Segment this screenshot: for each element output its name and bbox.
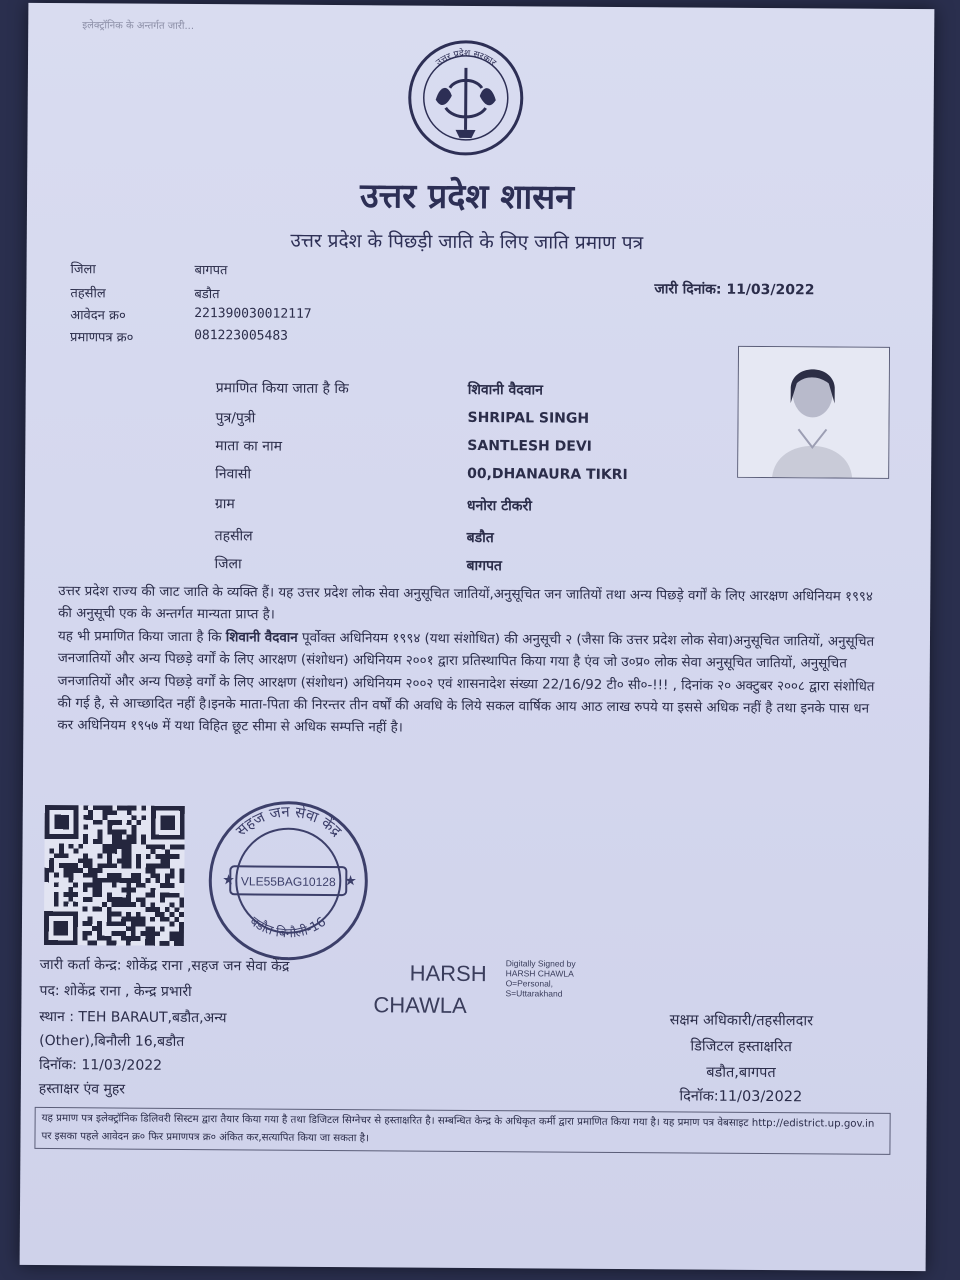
sign-and-seal-label: हस्ताक्षर एंव मुहर (38, 1080, 126, 1098)
seal-center-text: VLE55BAG10128 (240, 874, 336, 890)
seal-top-text: सहज जन सेवा केंद्र (232, 802, 346, 841)
dsig-line: O=Personal, (505, 978, 554, 989)
detail-value-resident: 00,DHANAURA TIKRI (467, 465, 628, 484)
seal-bottom-text: बडौत बिनौली-16 (246, 914, 330, 942)
applicant-photo (737, 346, 890, 479)
svg-text:सहज जन सेवा केंद्र (232, 802, 346, 841)
paragraph-creamy-layer (57, 626, 888, 744)
signer-last-name: CHAWLA (373, 992, 467, 1018)
meta-label-tehsil: तहसील (70, 286, 106, 302)
meta-value-certificate-no: 081223005483 (194, 328, 289, 344)
detail-label-resident: निवासी (215, 466, 252, 483)
dsig-line: Digitally Signed by (505, 958, 576, 969)
paragraph-rest: पूर्वोक्त अधिनियम १९९४ (यथा संशोधित) की अनुसूची २ (जैसा कि उत्तर प्रदेश लोक सेवा)अनुसूचित जातियों, अनुसूचित जनजातियों और अन्य पिछड़े वर्गों के लिए आरक्षण (संशोधन) अधिनियम २००१ द्वारा प्रतिस्थापित किया गया है एंव जो उ०प्र० लोक सेवा अनुसूचित जातियों, अनुसूचित जनजातियों और अन्य पिछड़े वर्गों के लिए आरक्षण (संशोधन) अधिनियम २००२ एवं शासनादेश संख्या 22/16/92 टी० सी०-!!! , दिनांक २० अक्टुबर २००८ द्वारा संशोधित की गई है, से आच्छादित नहीं है।इनके माता-पिता की निरन्तर तीन वर्षों की अवधि के लिये सकल वार्षिक आय आठ लाख रुपये या इससे अधिक नहीं है तथा इनके पास धन कर अधिनियम १९५७ में यथा विहित छूट सीमा से अधिक सम्पत्ति नहीं है। (57, 630, 875, 736)
top-note: इलेक्ट्रॉनिक के अन्तर्गत जारी... (82, 20, 195, 33)
signer-name (373, 957, 486, 1022)
certificate-body (57, 581, 888, 744)
dsig-line: HARSH CHAWLA (505, 968, 574, 979)
certificate-paper (20, 3, 935, 1271)
detail-value-father: SHRIPAL SINGH (467, 409, 590, 427)
paragraph-name: शिवानी वैदवान (225, 630, 298, 646)
detail-value-tehsil: बडौत (466, 529, 494, 547)
authority-date: दिनॉक:11/03/2022 (679, 1088, 803, 1106)
signer-first-name: HARSH (409, 960, 487, 987)
issuer-post: पद: शोकेंद्र राना , केन्द्र प्रभारी (39, 982, 192, 1001)
detail-value-mother: SANTLESH DEVI (467, 437, 592, 455)
meta-value-application-no: 221390030012117 (194, 306, 312, 322)
meta-label-district: जिला (70, 262, 96, 278)
qr-code-icon[interactable] (44, 805, 185, 946)
issuing-center: जारी कर्ता केन्द्र: शोकेंद्र राना ,सहज जन सेवा केंद्र (39, 956, 290, 975)
detail-value-name: शिवानी वैदवान (467, 381, 544, 399)
detail-label-district: जिला (214, 556, 242, 573)
paragraph-lead: यह भी प्रमाणित किया जाता है कि (57, 628, 222, 646)
detail-label-certified: प्रमाणित किया जाता है कि (215, 380, 349, 398)
meta-value-tehsil: बडौत (194, 287, 220, 303)
issue-date: जारी दिनांक: 11/03/2022 (654, 281, 815, 299)
up-govt-emblem-icon (405, 37, 526, 158)
issuer-place-cont: (Other),बिनौली 16,बडौत (39, 1032, 185, 1050)
svg-text:बडौत बिनौली-16 (247, 914, 330, 942)
detail-value-district: बागपत (466, 557, 502, 575)
emblem-text: उत्तर प्रदेश सरकार (434, 48, 498, 69)
detail-label-mother: माता का नाम (215, 438, 283, 455)
meta-label-certificate-no: प्रमाणपत्र क्र० (70, 330, 134, 346)
paragraph-caste: उत्तर प्रदेश राज्य की जाट जाति के व्यक्ति हैं। यह उत्तर प्रदेश लोक सेवा अनुसूचित जातियों,अनुसूचित जन जातियों तथा अन्य पिछड़े वर्गों के लिए आरक्षण अधिनियम १९९४ की अनुसूची एक के अन्तर्गत मान्यता प्राप्त है। (58, 584, 873, 623)
detail-label-tehsil: तहसील (214, 528, 253, 545)
issuer-date: दिनॉक: 11/03/2022 (38, 1056, 163, 1074)
svg-text:उत्तर प्रदेश सरकार (434, 47, 498, 69)
meta-value-district: बागपत (194, 263, 228, 279)
dsig-line: S=Uttarakhand (505, 988, 563, 999)
detail-value-village: धनोरा टीकरी (466, 497, 533, 515)
detail-label-son-daughter: पुत्र/पुत्री (215, 410, 256, 427)
certificate-title: उत्तर प्रदेश के पिछड़ी जाति के लिए जाति प्रमाण पत्र (290, 229, 644, 255)
digital-signature-block[interactable] (505, 958, 605, 999)
detail-label-village: ग्राम (214, 496, 235, 513)
government-title: उत्तर प्रदेश शासन (359, 176, 575, 218)
issuer-place: स्थान : TEH BARAUT,बडौत,अन्य (39, 1008, 227, 1027)
authority-digital-signed: डिजिटल हस्ताक्षरित (690, 1038, 792, 1056)
star-icon: ★ (222, 872, 235, 889)
meta-label-application-no: आवेदन क्र० (70, 308, 126, 324)
verification-footer-note: यह प्रमाण पत्र इलेक्ट्रॉनिक डिलिवरी सिस्टम द्वारा तैयार किया गया है तथा डिजिटल सिग्नेचर से हस्ताक्षरित है। सम्बन्धित केन्द्र के अधिकृत कर्मी द्वारा प्रमाणित किया गया है। यह प्रमाण पत्र वेबसाइट http://edistrict.up.gov.in पर इसका पहले आवेदन क्र० फिर प्रमाणपत्र क्र० अंकित कर,सत्यापित किया जा सकता है। (34, 1107, 890, 1155)
authority-title: सक्षम अधिकारी/तहसीलदार (669, 1012, 814, 1030)
star-icon: ★ (344, 873, 357, 890)
seal-stamp (204, 796, 373, 965)
authority-location: बडौत,बागपत (706, 1064, 776, 1082)
